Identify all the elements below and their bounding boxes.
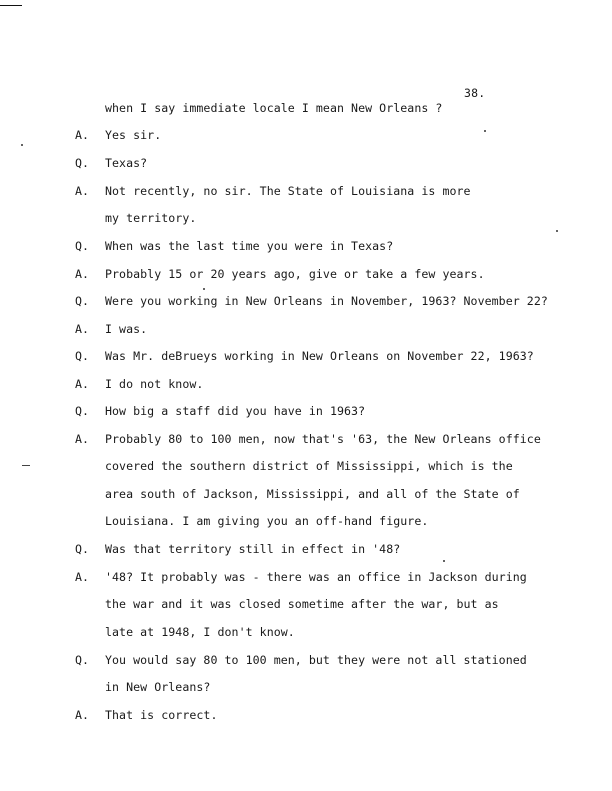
line-text: covered the southern district of Mississippi, which is the (105, 459, 513, 473)
line-text: when I say immediate locale I mean New Orleans ? (105, 101, 443, 115)
line-text: '48? It probably was - there was an office in Jackson during (105, 570, 527, 584)
line-text: Yes sir. (105, 128, 162, 142)
speaker-label: Q. (75, 294, 90, 308)
line-text: That is correct. (105, 708, 218, 722)
line-text: Was Mr. deBrueys working in New Orleans on November 22, 1963? (105, 349, 534, 363)
speaker-label: A. (75, 184, 90, 198)
speaker-label: Q. (75, 349, 90, 363)
line-text: my territory. (105, 211, 197, 225)
speaker-label: Q. (75, 239, 90, 253)
scan-speck (556, 230, 558, 232)
speaker-label: A. (75, 267, 90, 281)
line-text: in New Orleans? (105, 680, 211, 694)
speaker-label: A. (75, 128, 90, 142)
line-text: How big a staff did you have in 1963? (105, 404, 366, 418)
line-text: Was that territory still in effect in '48? (105, 542, 401, 556)
speaker-label: A. (75, 708, 90, 722)
line-text: Probably 15 or 20 years ago, give or take a few years. (105, 267, 485, 281)
line-text: the war and it was closed sometime after the war, but as (105, 597, 499, 611)
line-text: late at 1948, I don't know. (105, 625, 295, 639)
line-text: Louisiana. I am giving you an off-hand figure. (105, 514, 429, 528)
line-text: area south of Jackson, Mississippi, and all of the State of (105, 487, 520, 501)
line-text: Were you working in New Orleans in November, 1963? November 22? (105, 294, 548, 308)
speaker-label: A. (75, 322, 90, 336)
page-number: 38. (464, 86, 486, 100)
line-text: I do not know. (105, 377, 204, 391)
speaker-label: Q. (75, 404, 90, 418)
scan-speck (21, 144, 23, 146)
scan-speck (484, 130, 486, 132)
scan-speck (203, 288, 205, 290)
speaker-label: A. (75, 432, 90, 446)
line-text: You would say 80 to 100 men, but they were not all stationed (105, 653, 527, 667)
speaker-label: Q. (75, 653, 90, 667)
speaker-label: Q. (75, 542, 90, 556)
line-text: Texas? (105, 156, 148, 170)
line-text: Probably 80 to 100 men, now that's '63, the New Orleans office (105, 432, 541, 446)
speaker-label: A. (75, 570, 90, 584)
scan-speck (443, 560, 445, 562)
speaker-label: Q. (75, 156, 90, 170)
line-text: When was the last time you were in Texas? (105, 239, 394, 253)
line-text: I was. (105, 322, 148, 336)
line-text: Not recently, no sir. The State of Louisiana is more (105, 184, 471, 198)
speaker-label: A. (75, 377, 90, 391)
